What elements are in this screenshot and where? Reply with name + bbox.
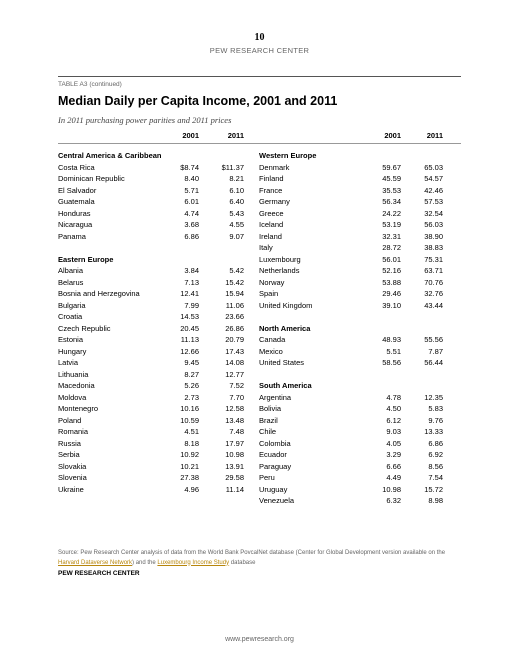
value-2001: 5.51 — [386, 346, 401, 356]
value-2001: 9.45 — [184, 358, 199, 367]
table-row — [58, 323, 250, 335]
value-2001: 11.13 — [180, 335, 199, 344]
value-2001: 35.53 — [382, 185, 401, 195]
value-2001: 4.78 — [386, 392, 401, 402]
value-2001: 56.34 — [382, 197, 401, 206]
value-2011: 20.79 — [225, 335, 244, 344]
value-2011: 12.58 — [225, 404, 244, 413]
value-2001: 3.84 — [184, 266, 199, 275]
table-row — [58, 265, 250, 277]
country-name: Colombia — [259, 438, 291, 448]
luxembourg-income-study-link[interactable]: Luxembourg Income Study — [157, 559, 230, 566]
value-2001: 8.18 — [184, 438, 199, 448]
region-heading: North America — [259, 323, 311, 333]
table-row — [259, 196, 461, 208]
value-2011: 65.03 — [424, 162, 443, 172]
country-name: United Kingdom — [259, 300, 313, 310]
table-row — [58, 231, 250, 243]
country-name: Paraguay — [259, 461, 292, 471]
value-2011: 6.10 — [229, 185, 244, 195]
table-row — [58, 426, 250, 438]
value-2001: 58.56 — [382, 358, 401, 367]
table-row — [259, 242, 461, 254]
country-name: Macedonia — [58, 381, 95, 390]
table-row — [58, 277, 250, 289]
table-row — [259, 472, 461, 484]
value-2011: 54.57 — [424, 174, 443, 183]
country-name: Ireland — [259, 231, 282, 241]
country-name: Estonia — [58, 335, 84, 344]
right-table-column — [259, 150, 461, 507]
right-col-header-2001: 2001 — [384, 131, 401, 140]
page-number: 10 — [254, 32, 265, 43]
table-row — [259, 231, 461, 243]
table-row — [58, 392, 250, 404]
country-name: Russia — [58, 438, 81, 448]
value-2001: 6.12 — [386, 415, 401, 425]
value-2011: 9.76 — [428, 415, 443, 425]
table-row — [259, 265, 461, 277]
value-2001: 53.88 — [382, 277, 401, 287]
table-row — [58, 208, 250, 220]
table-row — [58, 449, 250, 461]
country-name: Uruguay — [259, 484, 288, 494]
value-2011: 14.08 — [225, 358, 244, 367]
table-row — [58, 288, 250, 300]
country-name: Ukraine — [58, 484, 84, 494]
table-row — [259, 300, 461, 312]
value-2001: 9.03 — [386, 427, 401, 436]
left-table-column — [58, 150, 250, 495]
table-row — [58, 300, 250, 312]
table-row — [58, 185, 250, 197]
table-row — [259, 392, 461, 404]
value-2011: 15.72 — [424, 484, 443, 494]
country-name: United States — [259, 358, 305, 367]
value-2001: 45.59 — [382, 174, 401, 183]
value-2001: 7.13 — [184, 277, 199, 287]
table-row — [58, 196, 250, 208]
country-name: Chile — [259, 427, 277, 436]
table-row — [58, 380, 250, 392]
table-row — [259, 208, 461, 220]
row-spacer — [58, 242, 250, 254]
value-2001: 3.29 — [386, 450, 401, 459]
value-2011: 70.76 — [424, 277, 443, 287]
table-row — [259, 254, 461, 266]
country-name: Brazil — [259, 415, 278, 425]
value-2001: 4.05 — [386, 438, 401, 448]
value-2011: 7.48 — [229, 427, 244, 436]
country-name: Luxembourg — [259, 254, 301, 264]
value-2011: 7.54 — [428, 473, 443, 482]
table-row — [58, 472, 250, 484]
value-2001: 5.71 — [184, 185, 199, 195]
country-name: Moldova — [58, 392, 87, 402]
source-text-suffix: database — [229, 559, 256, 566]
country-name: Guatemala — [58, 197, 95, 206]
table-row — [58, 334, 250, 346]
left-col-header-2001: 2001 — [182, 131, 199, 140]
left-col-header-2011: 2011 — [227, 131, 244, 140]
value-2011: 8.56 — [428, 461, 443, 471]
header-divider — [58, 143, 461, 144]
value-2001: 39.10 — [382, 300, 401, 310]
value-2011: 38.83 — [424, 243, 443, 252]
footer-url[interactable]: www.pewresearch.org — [225, 636, 294, 643]
table-row — [259, 403, 461, 415]
value-2001: 32.31 — [382, 231, 401, 241]
value-2011: 17.97 — [225, 438, 244, 448]
country-name: Slovenia — [58, 473, 87, 482]
value-2001: 4.96 — [184, 484, 199, 494]
value-2001: 24.22 — [382, 208, 401, 218]
table-row — [259, 173, 461, 185]
country-name: Denmark — [259, 162, 290, 172]
value-2011: 4.55 — [229, 220, 244, 229]
country-name: Poland — [58, 415, 82, 425]
value-2001: 7.99 — [184, 300, 199, 310]
region-heading: Eastern Europe — [58, 254, 114, 264]
table-row — [58, 461, 250, 473]
row-spacer — [259, 369, 461, 381]
top-divider — [58, 76, 461, 77]
country-name: Bolivia — [259, 404, 282, 413]
country-name: Italy — [259, 243, 273, 252]
country-name: Costa Rica — [58, 162, 95, 172]
country-name: Albania — [58, 266, 84, 275]
table-row — [58, 219, 250, 231]
value-2011: 32.76 — [424, 289, 443, 298]
value-2011: 11.14 — [225, 484, 244, 494]
table-row — [58, 403, 250, 415]
country-name: Argentina — [259, 392, 292, 402]
value-2011: 8.21 — [229, 174, 244, 183]
harvard-dataverse-link[interactable]: Harvard Dataverse Network — [58, 559, 133, 566]
value-2011: 5.43 — [229, 208, 244, 218]
value-2011: 56.03 — [424, 220, 443, 229]
value-2011: 42.46 — [424, 185, 443, 195]
country-name: Nicaragua — [58, 220, 93, 229]
value-2011: 32.54 — [424, 208, 443, 218]
table-subtitle: In 2011 purchasing power parities and 2011 prices — [58, 115, 232, 125]
value-2011: 57.53 — [424, 197, 443, 206]
value-2001: 6.86 — [184, 231, 199, 241]
table-row — [259, 185, 461, 197]
table-row — [259, 495, 461, 507]
country-name: Honduras — [58, 208, 91, 218]
row-spacer — [259, 311, 461, 323]
value-2001: 8.40 — [184, 174, 199, 183]
value-2001: 53.19 — [382, 220, 401, 229]
country-name: Romania — [58, 427, 89, 436]
country-name: Venezuela — [259, 496, 295, 505]
value-2001: 12.66 — [180, 346, 199, 356]
region-heading: Western Europe — [259, 151, 317, 160]
table-row — [259, 288, 461, 300]
table-row — [259, 415, 461, 427]
value-2001: 6.01 — [184, 197, 199, 206]
table-row — [259, 219, 461, 231]
value-2001: 10.16 — [180, 404, 199, 413]
country-name: Bulgaria — [58, 300, 86, 310]
value-2011: 7.52 — [229, 381, 244, 390]
table-row — [58, 311, 250, 323]
value-2011: 55.56 — [424, 335, 443, 344]
value-2001: 8.27 — [184, 369, 199, 379]
country-name: Spain — [259, 289, 279, 298]
value-2001: 3.68 — [184, 220, 199, 229]
value-2011: 7.87 — [428, 346, 443, 356]
table-row — [259, 277, 461, 289]
source-text-middle: ) and the — [132, 559, 158, 566]
country-name: Lithuania — [58, 369, 89, 379]
value-2011: 23.66 — [225, 312, 244, 321]
table-row — [259, 461, 461, 473]
value-2011: 56.44 — [424, 358, 443, 367]
value-2001: 4.74 — [184, 208, 199, 218]
value-2011: 5.83 — [428, 404, 443, 413]
value-2011: 15.42 — [225, 277, 244, 287]
country-name: Ecuador — [259, 450, 287, 459]
table-row — [58, 357, 250, 369]
table-row — [58, 173, 250, 185]
value-2011: 13.48 — [225, 415, 244, 425]
country-name: Norway — [259, 277, 285, 287]
value-2001: 10.21 — [180, 461, 199, 471]
table-row — [259, 357, 461, 369]
value-2001: 29.46 — [382, 289, 401, 298]
value-2001: 4.49 — [386, 473, 401, 482]
table-tag: TABLE A3 (continued) — [58, 81, 122, 88]
table-row — [259, 484, 461, 496]
table-row — [259, 162, 461, 174]
value-2011: 12.35 — [424, 392, 443, 402]
value-2011: 15.94 — [225, 289, 244, 298]
value-2011: 7.70 — [229, 392, 244, 402]
country-name: Canada — [259, 335, 286, 344]
table-row — [58, 369, 250, 381]
country-name: Mexico — [259, 346, 283, 356]
value-2001: 2.73 — [184, 392, 199, 402]
country-name: Panama — [58, 231, 86, 241]
value-2011: 5.42 — [229, 266, 244, 275]
value-2011: 13.91 — [225, 461, 244, 471]
country-name: Latvia — [58, 358, 79, 367]
table-row — [58, 438, 250, 450]
source-note — [58, 549, 468, 568]
value-2011: 26.86 — [225, 323, 244, 333]
country-name: El Salvador — [58, 185, 97, 195]
value-2011: 38.90 — [424, 231, 443, 241]
country-name: Croatia — [58, 312, 83, 321]
country-name: Germany — [259, 197, 290, 206]
value-2001: 5.26 — [184, 381, 199, 390]
value-2001: 12.41 — [180, 289, 199, 298]
country-name: Belarus — [58, 277, 84, 287]
value-2011: $11.37 — [221, 162, 244, 172]
table-row — [58, 346, 250, 358]
value-2011: 75.31 — [424, 254, 443, 264]
value-2001: 14.53 — [180, 312, 199, 321]
value-2011: 29.58 — [225, 473, 244, 482]
value-2001: 52.16 — [382, 266, 401, 275]
country-name: Czech Republic — [58, 323, 111, 333]
value-2011: 6.92 — [428, 450, 443, 459]
region-heading: South America — [259, 381, 312, 390]
value-2011: 6.86 — [428, 438, 443, 448]
value-2011: 6.40 — [229, 197, 244, 206]
country-name: Bosnia and Herzegovina — [58, 289, 140, 298]
table-row — [259, 449, 461, 461]
value-2001: 56.01 — [382, 254, 401, 264]
value-2011: 63.71 — [424, 266, 443, 275]
value-2011: 9.07 — [229, 231, 244, 241]
value-2011: 17.43 — [225, 346, 244, 356]
value-2001: 27.38 — [180, 473, 199, 482]
table-row — [259, 334, 461, 346]
value-2001: 10.59 — [180, 415, 199, 425]
country-name: France — [259, 185, 283, 195]
value-2001: 6.66 — [386, 461, 401, 471]
value-2011: 8.98 — [428, 496, 443, 505]
value-2001: $8.74 — [180, 162, 199, 172]
country-name: Dominican Republic — [58, 174, 125, 183]
value-2011: 13.33 — [424, 427, 443, 436]
table-row — [259, 346, 461, 358]
source-text: Source: Pew Research Center analysis of data from the World Bank PovcalNet database (Center for Global Development version available on the — [58, 550, 446, 556]
value-2001: 6.32 — [386, 496, 401, 505]
country-name: Serbia — [58, 450, 80, 459]
source-org: PEW RESEARCH CENTER — [58, 570, 140, 577]
country-name: Peru — [259, 473, 275, 482]
table-row — [259, 426, 461, 438]
table-row — [58, 415, 250, 427]
value-2011: 12.77 — [225, 369, 244, 379]
value-2001: 4.50 — [386, 404, 401, 413]
value-2001: 28.72 — [382, 243, 401, 252]
country-name: Greece — [259, 208, 284, 218]
value-2001: 48.93 — [382, 335, 401, 344]
value-2011: 43.44 — [424, 300, 443, 310]
value-2001: 10.98 — [382, 484, 401, 494]
right-col-header-2011: 2011 — [426, 131, 443, 140]
country-name: Finland — [259, 174, 284, 183]
value-2011: 10.98 — [225, 450, 244, 459]
country-name: Hungary — [58, 346, 87, 356]
region-heading: Central America & Caribbean — [58, 151, 162, 160]
header-org-name: PEW RESEARCH CENTER — [209, 46, 310, 55]
value-2011: 11.06 — [225, 300, 244, 310]
country-name: Montenegro — [58, 404, 99, 413]
value-2001: 10.92 — [180, 450, 199, 459]
country-name: Slovakia — [58, 461, 87, 471]
table-row — [58, 484, 250, 496]
country-name: Iceland — [259, 220, 284, 229]
table-row — [58, 162, 250, 174]
value-2001: 4.51 — [184, 427, 199, 436]
table-row — [259, 438, 461, 450]
country-name: Netherlands — [259, 266, 300, 275]
value-2001: 20.45 — [180, 323, 199, 333]
table-title: Median Daily per Capita Income, 2001 and 2011 — [58, 94, 338, 108]
value-2001: 59.67 — [382, 162, 401, 172]
